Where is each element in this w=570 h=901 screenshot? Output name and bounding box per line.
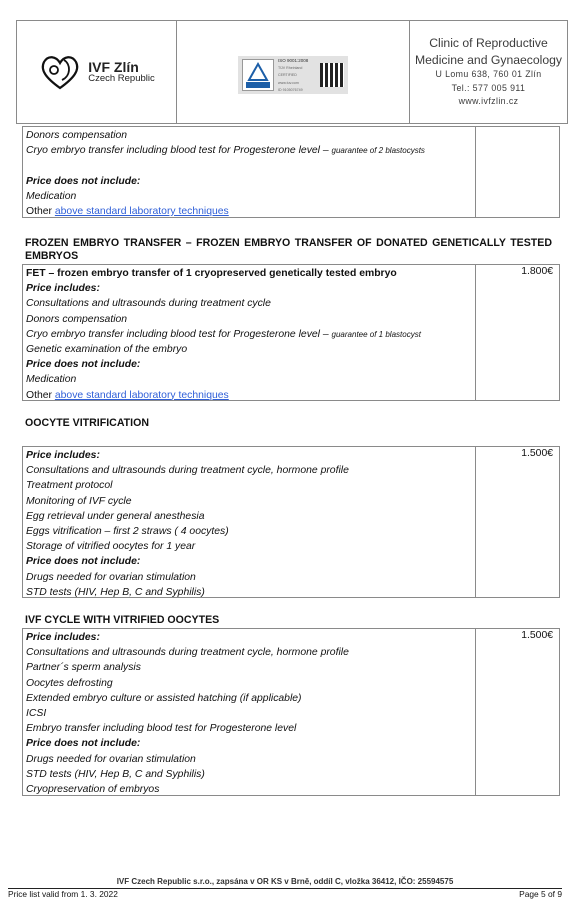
cert-brand: TÜV Rheinland <box>278 65 303 70</box>
list-item: STD tests (HIV, Hep B, C and Syphilis) <box>26 586 205 598</box>
price-excludes-label: Price does not include: <box>26 738 141 750</box>
logo-subtitle: Czech Republic <box>88 73 155 85</box>
clinic-address: U Lomu 638, 760 01 Zlín <box>435 69 542 80</box>
clinic-logo <box>38 52 155 92</box>
price-includes-label: Price includes: <box>26 632 100 643</box>
price-excludes-label: Price does not include: <box>26 175 141 187</box>
clinic-name-line1: Clinic of Reproductive <box>429 36 548 51</box>
list-item: Consultations and ultrasounds during treatment cycle, hormone profile <box>26 647 349 659</box>
fet-donated-table <box>22 264 560 401</box>
list-item: Cryo embryo transfer including blood test for Progesterone level – guarantee of 1 blastocyst <box>26 328 421 340</box>
oocyte-vitrification-table <box>22 446 560 598</box>
logo-cell <box>17 21 177 123</box>
price-value: 1.800€ <box>521 266 553 277</box>
cert-url: www.tuv.com <box>278 80 299 85</box>
list-item: Cryo embryo transfer including blood test for Progesterone level – guarantee of 2 blastocysts <box>26 145 425 157</box>
price-includes-label: Price includes: <box>26 450 100 461</box>
clinic-name-line2: Medicine and Gynaecology <box>414 52 563 67</box>
price-value: 1.500€ <box>521 630 553 641</box>
section-heading: OOCYTE VITRIFICATION <box>25 417 149 429</box>
list-item: Donors compensation <box>26 130 128 141</box>
price-value: 1.500€ <box>521 448 553 459</box>
logo-title: IVF Zlín <box>88 58 139 75</box>
list-item: Drugs needed for ovarian stimulation <box>26 753 196 765</box>
heart-logo-icon <box>38 52 82 92</box>
page-number: Page 5 of 9 <box>519 889 562 899</box>
list-item: Genetic examination of the embryo <box>26 343 188 355</box>
price-excludes-label: Price does not include: <box>26 556 141 568</box>
list-item: Other above standard laboratory techniques <box>26 205 229 217</box>
company-registration: IVF Czech Republic s.r.o., zapsána v OR KS v Brně, oddíl C, vložka 36412, IČO: 25594575 <box>116 877 454 886</box>
list-item: Medication <box>26 374 77 386</box>
cert-status: CERTIFIED <box>278 73 297 78</box>
iso-certificate <box>238 56 348 94</box>
list-item: Partner´s sperm analysis <box>26 662 141 674</box>
section-heading: IVF CYCLE WITH VITRIFIED OOCYTES <box>25 614 220 626</box>
page-header <box>16 20 568 124</box>
list-item: Egg retrieval under general anesthesia <box>26 510 205 522</box>
clinic-web[interactable]: www.ivfzlin.cz <box>458 96 519 107</box>
list-item: Eggs vitrification – first 2 straws ( 4 oocytes) <box>26 525 229 537</box>
list-item: Medication <box>26 190 77 202</box>
list-item: Cryopreservation of embryos <box>26 783 160 795</box>
list-item: Other above standard laboratory techniques <box>26 389 229 401</box>
clinic-phone: Tel.: 577 005 911 <box>451 82 526 93</box>
price-excludes-label: Price does not include: <box>26 359 141 371</box>
service-title: FET – frozen embryo transfer of 1 cryopreserved genetically tested embryo <box>26 268 397 279</box>
clinic-info-cell <box>410 21 567 123</box>
certification-cell <box>177 21 410 123</box>
section-heading: FROZEN EMBRYO TRANSFER – FROZEN EMBRYO TRANSFER OF DONATED GENETICALLY TESTED <box>25 237 552 249</box>
list-item: Storage of vitrified oocytes for 1 year <box>26 541 196 553</box>
continued-price-table <box>22 126 560 218</box>
list-item: Treatment protocol <box>26 480 113 492</box>
list-item: Embryo transfer including blood test for Progesterone level <box>26 723 297 735</box>
list-item: ICSI <box>26 707 47 719</box>
iso-label: ISO 9001:2008 <box>278 57 309 63</box>
section-heading-cont: EMBRYOS <box>25 250 79 262</box>
lab-techniques-link[interactable]: above standard laboratory techniques <box>54 205 229 217</box>
list-item: Donors compensation <box>26 313 128 325</box>
tuv-badge-icon <box>242 59 274 91</box>
qr-code-icon <box>320 63 344 87</box>
price-includes-label: Price includes: <box>26 283 100 295</box>
ivf-vitrified-oocytes-table <box>22 628 560 796</box>
list-item: STD tests (HIV, Hep B, C and Syphilis) <box>26 768 205 780</box>
list-item: Extended embryo culture or assisted hatching (if applicable) <box>26 692 302 704</box>
list-item: Monitoring of IVF cycle <box>26 495 132 507</box>
list-item: Consultations and ultrasounds during treatment cycle, hormone profile <box>26 465 349 477</box>
price-list-validity: Price list valid from 1. 3. 2022 <box>8 889 118 899</box>
list-item: Oocytes defrosting <box>26 677 113 689</box>
cert-id: ID 9105076749 <box>278 87 303 92</box>
lab-techniques-link[interactable]: above standard laboratory techniques <box>54 389 229 401</box>
list-item: Drugs needed for ovarian stimulation <box>26 571 196 583</box>
list-item: Consultations and ultrasounds during treatment cycle <box>26 298 271 310</box>
